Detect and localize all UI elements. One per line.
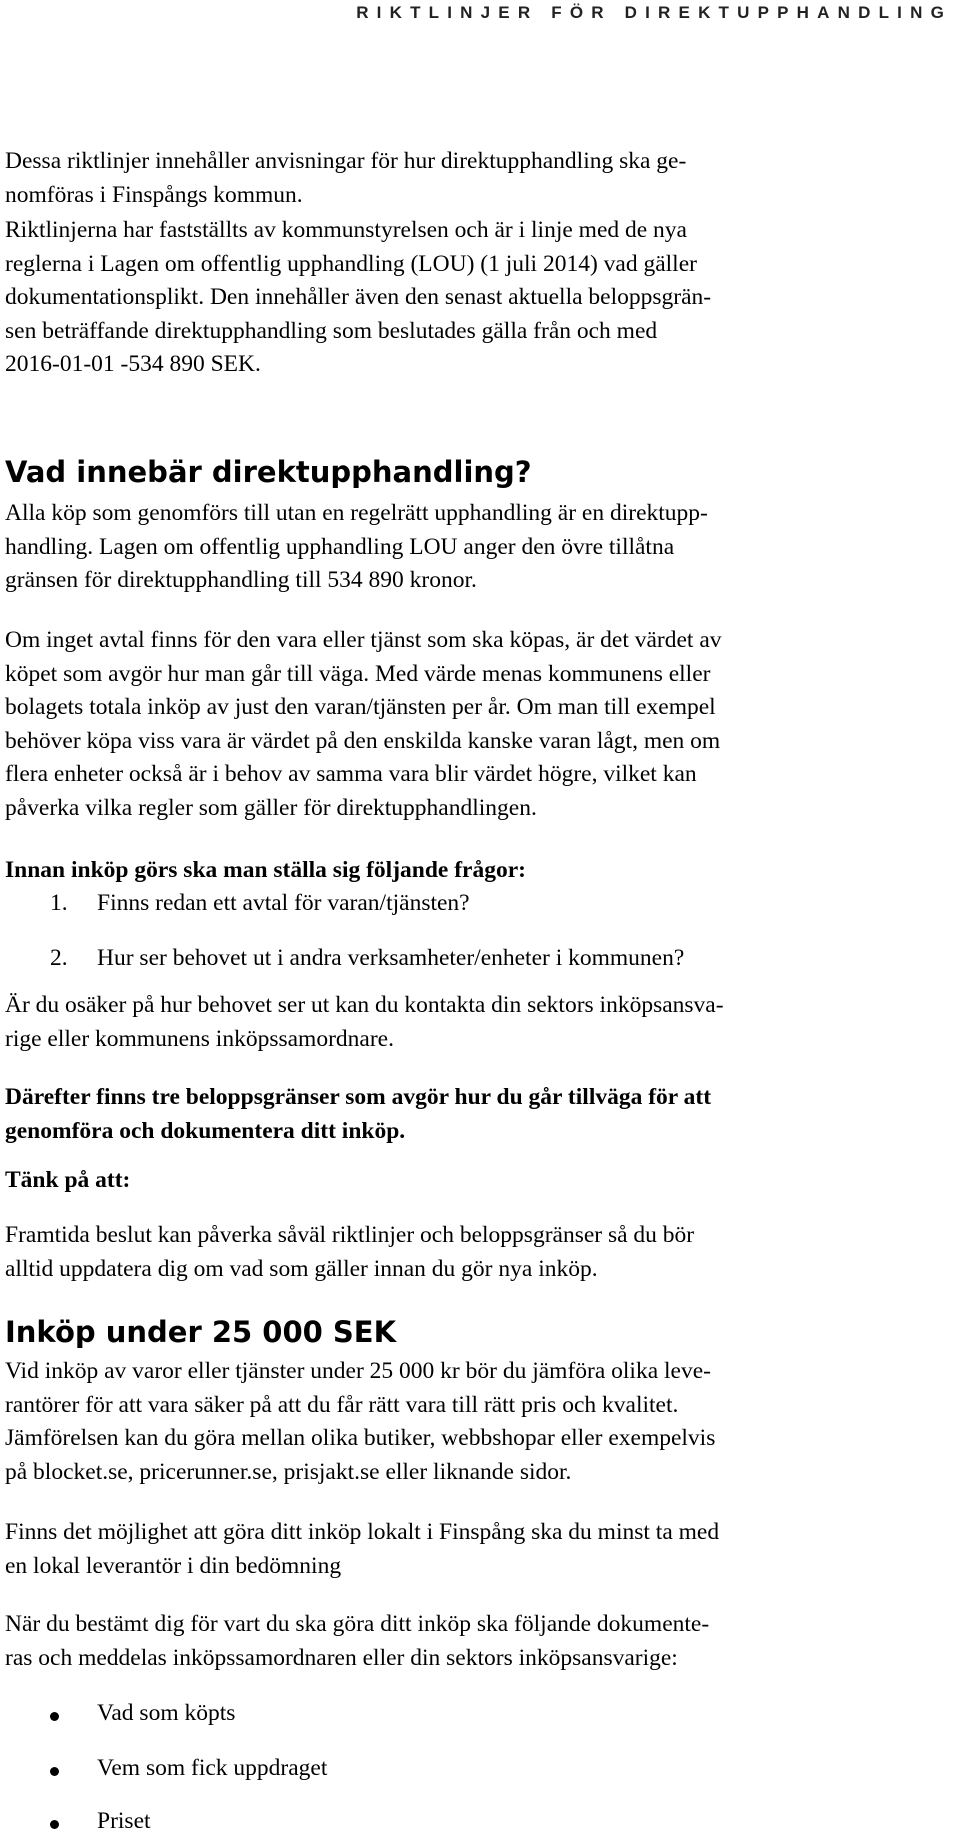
text-line: Därefter finns tre beloppsgränser som avgör hur du går tillväga för att [5,1084,712,1110]
text-line: Jämförelsen kan du göra mellan olika butiker, webbshopar eller exempelvis [5,1425,716,1451]
text-line: Alla köp som genomförs till utan en regelrätt upphandling är en direktupp- [5,500,708,526]
question-text: Finns redan ett avtal för varan/tjänsten? [97,890,470,916]
text-line: en lokal leverantör i din bedömning [5,1552,342,1579]
text-line: köpet som avgör hur man går till väga. Med värde menas kommunens eller [5,660,711,687]
bullet-icon [50,1820,59,1829]
text-line: 2016-01-01 -534 890 SEK. [5,351,261,377]
think-heading: Tänk på att: [5,1167,131,1193]
text-line: Finns det möjlighet att göra ditt inköp lokalt i Finspång ska du minst ta med [5,1519,720,1545]
bullet-icon [50,1712,59,1721]
text-line: alltid uppdatera dig om vad som gäller innan du gör nya inköp. [5,1255,598,1282]
text-line: genomföra och dokumentera ditt inköp. [5,1117,406,1144]
section2-paragraph-2 [5,1516,950,1583]
bullet-item: Vad som köpts [97,1700,236,1726]
text-line: påverka vilka regler som gäller för direktupphandlingen. [5,794,537,821]
text-line: flera enheter också är i behov av samma vara blir värdet högre, vilket kan [5,761,697,787]
text-line: gränsen för direktupphandling till 534 890 kronor. [5,567,477,593]
text-line: Riktlinjerna har fastställts av kommunstyrelsen och är i linje med de nya [5,217,687,243]
text-line: nomföras i Finspångs kommun. [5,181,303,208]
intro-paragraph-1 [5,145,950,212]
text-line: dokumentationsplikt. Den innehåller även den senast aktuella beloppsgrän- [5,284,712,310]
section-heading-direktupphandling: Vad innebär direktupphandling? [5,455,532,489]
bold-paragraph [5,1081,950,1148]
text-line: Om inget avtal finns för den vara eller tjänst som ska köpas, är det värdet av [5,627,722,653]
text-line: När du bestämt dig för vart du ska göra ditt inköp ska följande dokumente- [5,1611,710,1637]
section2-paragraph-1 [5,1355,950,1489]
section1-paragraph-4 [5,1219,950,1286]
question-text: Hur ser behovet ut i andra verksamheter/enheter i kommunen? [97,945,685,971]
text-line: Dessa riktlinjer innehåller anvisningar för hur direktupphandling ska ge- [5,148,687,174]
running-header-title: RIKTLINJER FÖR DIREKTUPPHANDLING [356,3,952,22]
text-line: Framtida beslut kan påverka såväl riktlinjer och beloppsgränser så du bör [5,1222,695,1248]
text-line: rantörer för att vara säker på att du får rätt vara till rätt pris och kvalitet. [5,1391,679,1418]
section1-paragraph-1 [5,497,950,598]
text-line: på blocket.se, pricerunner.se, prisjakt.se eller liknande sidor. [5,1458,572,1485]
text-line: Vid inköp av varor eller tjänster under 25 000 kr bör du jämföra olika leve- [5,1358,711,1384]
section1-paragraph-2 [5,624,950,825]
text-line: handling. Lagen om offentlig upphandling LOU anger den övre tillåtna [5,533,675,560]
question-number: 2. [50,945,68,971]
text-line: behöver köpa viss vara är värdet på den enskilda kanske varan lågt, men om [5,727,721,754]
text-line: sen beträffande direktupphandling som beslutades gälla från och med [5,317,658,344]
intro-paragraph-2 [5,214,950,382]
section-heading-under-25000: Inköp under 25 000 SEK [5,1315,397,1349]
question-number: 1. [50,890,68,916]
running-header [0,0,960,26]
section2-paragraph-3 [5,1608,950,1675]
text-line: ras och meddelas inköpssamordnaren eller din sektors inköpsansvarige: [5,1644,678,1671]
text-line: reglerna i Lagen om offentlig upphandling (LOU) (1 juli 2014) vad gäller [5,250,697,277]
bullet-item: Vem som fick uppdraget [97,1755,328,1781]
text-line: Är du osäker på hur behovet ser ut kan du kontakta din sektors inköpsansva- [5,992,724,1018]
questions-heading: Innan inköp görs ska man ställa sig följande frågor: [5,857,526,883]
section1-paragraph-3 [5,989,950,1056]
bullet-item: Priset [97,1808,151,1834]
bullet-icon [50,1767,59,1776]
text-line: rige eller kommunens inköpssamordnare. [5,1025,394,1052]
text-line: bolagets totala inköp av just den varan/tjänsten per år. Om man till exempel [5,694,716,720]
